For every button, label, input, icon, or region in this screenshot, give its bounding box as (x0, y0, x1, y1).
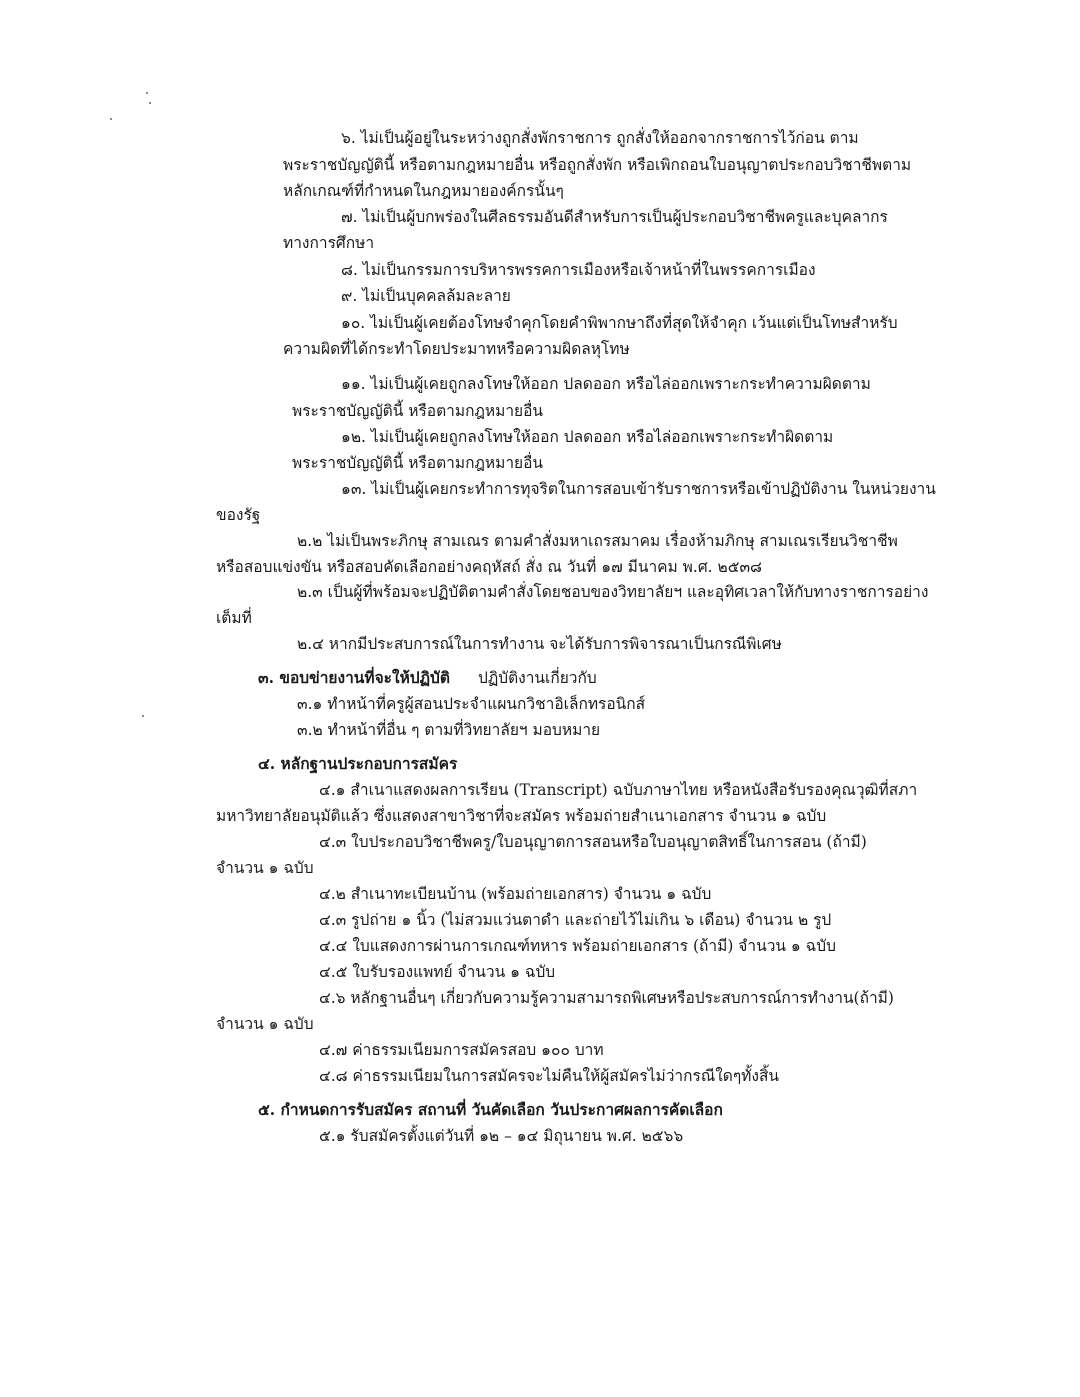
text-line: ๓.๒ ทำหน้าที่อื่น ๆ ตามที่วิทยาลัยฯ มอบหมาย (297, 721, 601, 739)
section-heading-3: ๓. ขอบข่ายงานที่จะให้ปฏิบัติ (258, 668, 450, 687)
text-line: หลักเกณฑ์ที่กำหนดในกฎหมายองค์กรนั้นๆ (283, 182, 564, 200)
scan-speck (110, 118, 112, 120)
scan-speck (149, 102, 151, 104)
text-line: ๔.๒ สำเนาทะเบียนบ้าน (พร้อมถ่ายเอกสาร) จำนวน ๑ ฉบับ (319, 885, 712, 903)
text-line: มหาวิทยาลัยอนุมัติแล้ว ซึ่งแสดงสาขาวิชาที่จะสมัคร พร้อมถ่ายสำเนาเอกสาร จำนวน ๑ ฉบับ (216, 807, 827, 825)
text-line: ความผิดที่ได้กระทำโดยประมาทหรือความผิดลหุโทษ (283, 340, 630, 358)
text-line: จำนวน ๑ ฉบับ (216, 1015, 314, 1033)
text-line: ๗. ไม่เป็นผู้บกพร่องในศีลธรรมอันดีสำหรับการเป็นผู้ประกอบวิชาชีพครูและบุคลากร (341, 208, 888, 226)
text-line: พระราชบัญญัตินี้ หรือตามกฎหมายอื่น (292, 402, 544, 420)
text-line: ๔.๔ ใบแสดงการผ่านการเกณฑ์ทหาร พร้อมถ่ายเอกสาร (ถ้ามี) จำนวน ๑ ฉบับ (319, 937, 836, 955)
text-line: ๙. ไม่เป็นบุคคลล้มละลาย (341, 287, 511, 305)
text-line: ๓.๑ ทำหน้าที่ครูผู้สอนประจำแผนกวิชาอิเล็กทรอนิกส์ (297, 695, 646, 713)
text-line: พระราชบัญญัตินี้ หรือตามกฎหมายอื่น หรือถูกสั่งพัก หรือเพิกถอนใบอนุญาตประกอบวิชาชีพตาม (283, 156, 912, 174)
text-line: ๔.๖ หลักฐานอื่นๆ เกี่ยวกับความรู้ความสามารถพิเศษหรือประสบการณ์การทำงาน(ถ้ามี) (319, 989, 894, 1007)
text-line: ๑๑. ไม่เป็นผู้เคยถูกลงโทษให้ออก ปลดออก หรือไล่ออกเพราะกระทำความผิดตาม (341, 375, 871, 393)
text-line: ๒.๓ เป็นผู้ที่พร้อมจะปฏิบัติตามคำสั่งโดยชอบของวิทยาลัยฯ และอุทิศเวลาให้กับทางราชการอย่าง (297, 583, 929, 601)
text-line: ปฏิบัติงานเกี่ยวกับ (478, 669, 597, 687)
text-line: ๔.๓ รูปถ่าย ๑ นิ้ว (ไม่สวมแว่นตาดำ และถ่ายไว้ไม่เกิน ๖ เดือน) จำนวน ๒ รูป (319, 911, 832, 929)
scan-speck (146, 92, 148, 94)
scan-speck (142, 715, 144, 717)
text-line: ๒.๔ หากมีประสบการณ์ในการทำงาน จะได้รับการพิจารณาเป็นกรณีพิเศษ (297, 635, 782, 653)
text-line: ๑๓. ไม่เป็นผู้เคยกระทำการทุจริตในการสอบเข้ารับราชการหรือเข้าปฏิบัติงาน ในหน่วยงาน (341, 480, 936, 498)
text-line: ๔.๕ ใบรับรองแพทย์ จำนวน ๑ ฉบับ (319, 963, 556, 981)
text-line: ๔.๑ สำเนาแสดงผลการเรียน (Transcript) ฉบับภาษาไทย หรือหนังสือรับรองคุณวุฒิที่สภา (319, 781, 918, 799)
section-heading-4: ๔. หลักฐานประกอบการสมัคร (258, 754, 458, 773)
text-line: พระราชบัญญัตินี้ หรือตามกฎหมายอื่น (292, 454, 544, 472)
text-line: ของรัฐ (216, 506, 261, 524)
text-line: หรือสอบแข่งขัน หรือสอบคัดเลือกอย่างคฤหัสถ์ สั่ง ณ วันที่ ๑๗ มีนาคม พ.ศ. ๒๕๓๘ (216, 558, 763, 576)
text-line: ๑๒. ไม่เป็นผู้เคยถูกลงโทษให้ออก ปลดออก หรือไล่ออกเพราะกระทำผิดตาม (341, 428, 834, 446)
text-line: ๔.๘ ค่าธรรมเนียมในการสมัครจะไม่คืนให้ผู้สมัครไม่ว่ากรณีใดๆทั้งสิ้น (319, 1067, 780, 1085)
text-line: ๑๐. ไม่เป็นผู้เคยต้องโทษจำคุกโดยคำพิพากษาถึงที่สุดให้จำคุก เว้นแต่เป็นโทษสำหรับ (341, 314, 898, 332)
section-heading-5: ๕. กำหนดการรับสมัคร สถานที่ วันคัดเลือก วันประกาศผลการคัดเลือก (258, 1100, 723, 1119)
text-line: ๖. ไม่เป็นผู้อยู่ในระหว่างถูกสั่งพักราชการ ถูกสั่งให้ออกจากราชการไว้ก่อน ตาม (341, 129, 859, 147)
text-line: ทางการศึกษา (283, 234, 375, 252)
text-line: จำนวน ๑ ฉบับ (216, 859, 314, 877)
text-line: ๒.๒ ไม่เป็นพระภิกษุ สามเณร ตามคำสั่งมหาเถรสมาคม เรื่องห้ามภิกษุ สามเณรเรียนวิชาชีพ (297, 532, 898, 550)
text-line: ๔.๓ ใบประกอบวิชาชีพครู/ใบอนุญาตการสอนหรือใบอนุญาตสิทธิ์ในการสอน (ถ้ามี) (319, 833, 867, 851)
text-line: เต็มที่ (216, 609, 252, 627)
text-line: ๔.๗ ค่าธรรมเนียมการสมัครสอบ ๑๐๐ บาท (319, 1041, 604, 1059)
text-line: ๕.๑ รับสมัครตั้งแต่วันที่ ๑๒ – ๑๔ มิถุนายน พ.ศ. ๒๕๖๖ (319, 1127, 684, 1145)
text-line: ๘. ไม่เป็นกรรมการบริหารพรรคการเมืองหรือเจ้าหน้าที่ในพรรคการเมือง (341, 261, 816, 279)
